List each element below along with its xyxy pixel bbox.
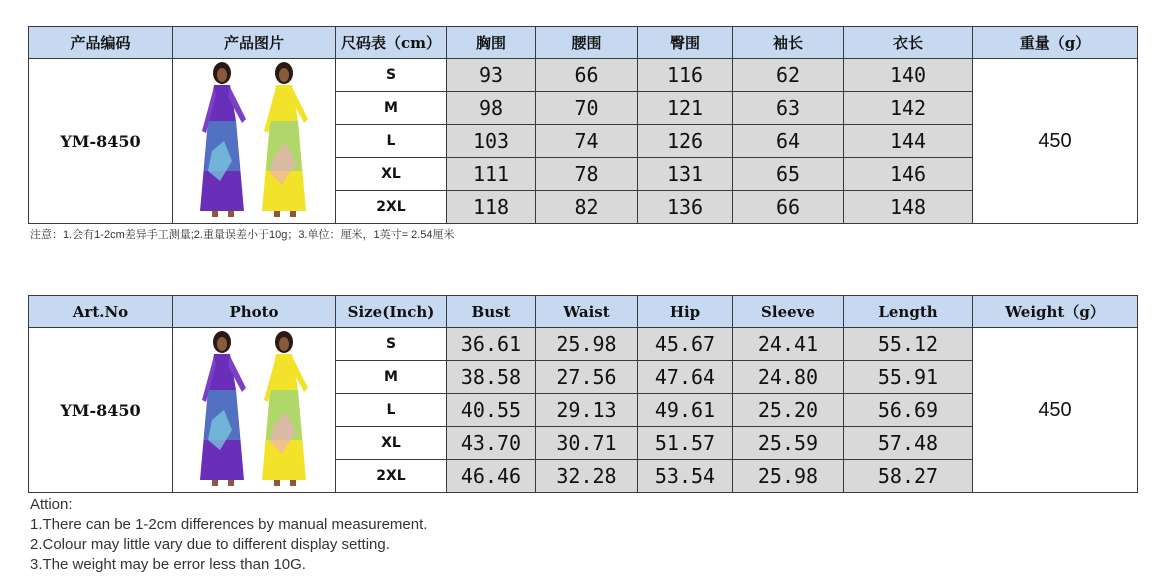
size-label: 2XL xyxy=(336,460,447,493)
length-value: 144 xyxy=(844,125,973,158)
waist-value: 74 xyxy=(536,125,638,158)
table-row xyxy=(29,59,1138,92)
bust-value: 46.46 xyxy=(447,460,536,493)
sleeve-value: 63 xyxy=(733,92,844,125)
length-value: 148 xyxy=(844,191,973,224)
header-weight: Weight（g） xyxy=(973,296,1138,328)
length-value: 57.48 xyxy=(844,427,973,460)
model-purple-dress xyxy=(200,331,246,486)
waist-value: 25.98 xyxy=(536,328,638,361)
size-label: 2XL xyxy=(336,191,447,224)
bust-value: 43.70 xyxy=(447,427,536,460)
hip-value: 136 xyxy=(638,191,733,224)
header-weight: 重量（g） xyxy=(973,27,1138,59)
product-photo-cell xyxy=(173,328,336,493)
weight-cell: 450 xyxy=(973,328,1138,493)
weight-cell: 450 xyxy=(973,59,1138,224)
header-size: 尺码表（cm） xyxy=(336,27,447,59)
size-label: L xyxy=(336,394,447,427)
length-value: 140 xyxy=(844,59,973,92)
waist-value: 32.28 xyxy=(536,460,638,493)
hip-value: 116 xyxy=(638,59,733,92)
note-line: 2.Colour may little vary due to different display setting. xyxy=(30,536,390,553)
bust-value: 98 xyxy=(447,92,536,125)
model-purple-dress xyxy=(200,62,246,217)
length-value: 142 xyxy=(844,92,973,125)
waist-value: 27.56 xyxy=(536,361,638,394)
size-label: M xyxy=(336,92,447,125)
sleeve-value: 24.41 xyxy=(733,328,844,361)
header-bust: Bust xyxy=(447,296,536,328)
product-photo xyxy=(184,330,324,490)
size-label: L xyxy=(336,125,447,158)
bust-value: 38.58 xyxy=(447,361,536,394)
hip-value: 47.64 xyxy=(638,361,733,394)
bust-value: 36.61 xyxy=(447,328,536,361)
header-length: 衣长 xyxy=(844,27,973,59)
hip-value: 53.54 xyxy=(638,460,733,493)
header-length: Length xyxy=(844,296,973,328)
table-row xyxy=(29,328,1138,361)
note-line: 3.The weight may be error less than 10G. xyxy=(30,556,306,573)
model-yellow-dress xyxy=(262,62,308,217)
sleeve-value: 25.20 xyxy=(733,394,844,427)
size-label: M xyxy=(336,361,447,394)
bust-value: 103 xyxy=(447,125,536,158)
bust-value: 40.55 xyxy=(447,394,536,427)
size-table-cm xyxy=(28,26,1138,224)
header-sleeve: 袖长 xyxy=(733,27,844,59)
size-table-inch xyxy=(28,295,1138,493)
sleeve-value: 65 xyxy=(733,158,844,191)
model-yellow-dress xyxy=(262,331,308,486)
hip-value: 49.61 xyxy=(638,394,733,427)
bust-value: 93 xyxy=(447,59,536,92)
header-row xyxy=(29,296,1138,328)
header-photo: 产品图片 xyxy=(173,27,336,59)
length-value: 55.12 xyxy=(844,328,973,361)
header-waist: 腰围 xyxy=(536,27,638,59)
hip-value: 131 xyxy=(638,158,733,191)
notes-title: Attion: xyxy=(30,496,73,513)
length-value: 56.69 xyxy=(844,394,973,427)
sleeve-value: 64 xyxy=(733,125,844,158)
sleeve-value: 66 xyxy=(733,191,844,224)
waist-value: 66 xyxy=(536,59,638,92)
sleeve-value: 62 xyxy=(733,59,844,92)
length-value: 55.91 xyxy=(844,361,973,394)
bust-value: 118 xyxy=(447,191,536,224)
header-bust: 胸围 xyxy=(447,27,536,59)
length-value: 58.27 xyxy=(844,460,973,493)
product-photo-cell xyxy=(173,59,336,224)
waist-value: 78 xyxy=(536,158,638,191)
waist-value: 82 xyxy=(536,191,638,224)
hip-value: 45.67 xyxy=(638,328,733,361)
header-photo: Photo xyxy=(173,296,336,328)
length-value: 146 xyxy=(844,158,973,191)
header-hip: 臀围 xyxy=(638,27,733,59)
art-no-cell: YM-8450 xyxy=(29,328,173,493)
size-label: XL xyxy=(336,158,447,191)
header-art-no: Art.No xyxy=(29,296,173,328)
sleeve-value: 25.98 xyxy=(733,460,844,493)
note-line: 1.There can be 1-2cm differences by manual measurement. xyxy=(30,516,428,533)
header-hip: Hip xyxy=(638,296,733,328)
hip-value: 126 xyxy=(638,125,733,158)
waist-value: 70 xyxy=(536,92,638,125)
size-label: XL xyxy=(336,427,447,460)
size-label: S xyxy=(336,59,447,92)
header-row xyxy=(29,27,1138,59)
sleeve-value: 24.80 xyxy=(733,361,844,394)
hip-value: 51.57 xyxy=(638,427,733,460)
header-size: Size(Inch) xyxy=(336,296,447,328)
size-label: S xyxy=(336,328,447,361)
hip-value: 121 xyxy=(638,92,733,125)
waist-value: 29.13 xyxy=(536,394,638,427)
notes-en xyxy=(30,495,427,575)
header-art-no: 产品编码 xyxy=(29,27,173,59)
product-photo xyxy=(184,61,324,221)
waist-value: 30.71 xyxy=(536,427,638,460)
bust-value: 111 xyxy=(447,158,536,191)
header-waist: Waist xyxy=(536,296,638,328)
sleeve-value: 25.59 xyxy=(733,427,844,460)
note-cn: 注意：1.会有1-2cm差异手工测量;2.重量误差小于10g；3.单位：厘米，1英寸= 2.54厘米 xyxy=(30,229,455,241)
header-sleeve: Sleeve xyxy=(733,296,844,328)
art-no-cell: YM-8450 xyxy=(29,59,173,224)
